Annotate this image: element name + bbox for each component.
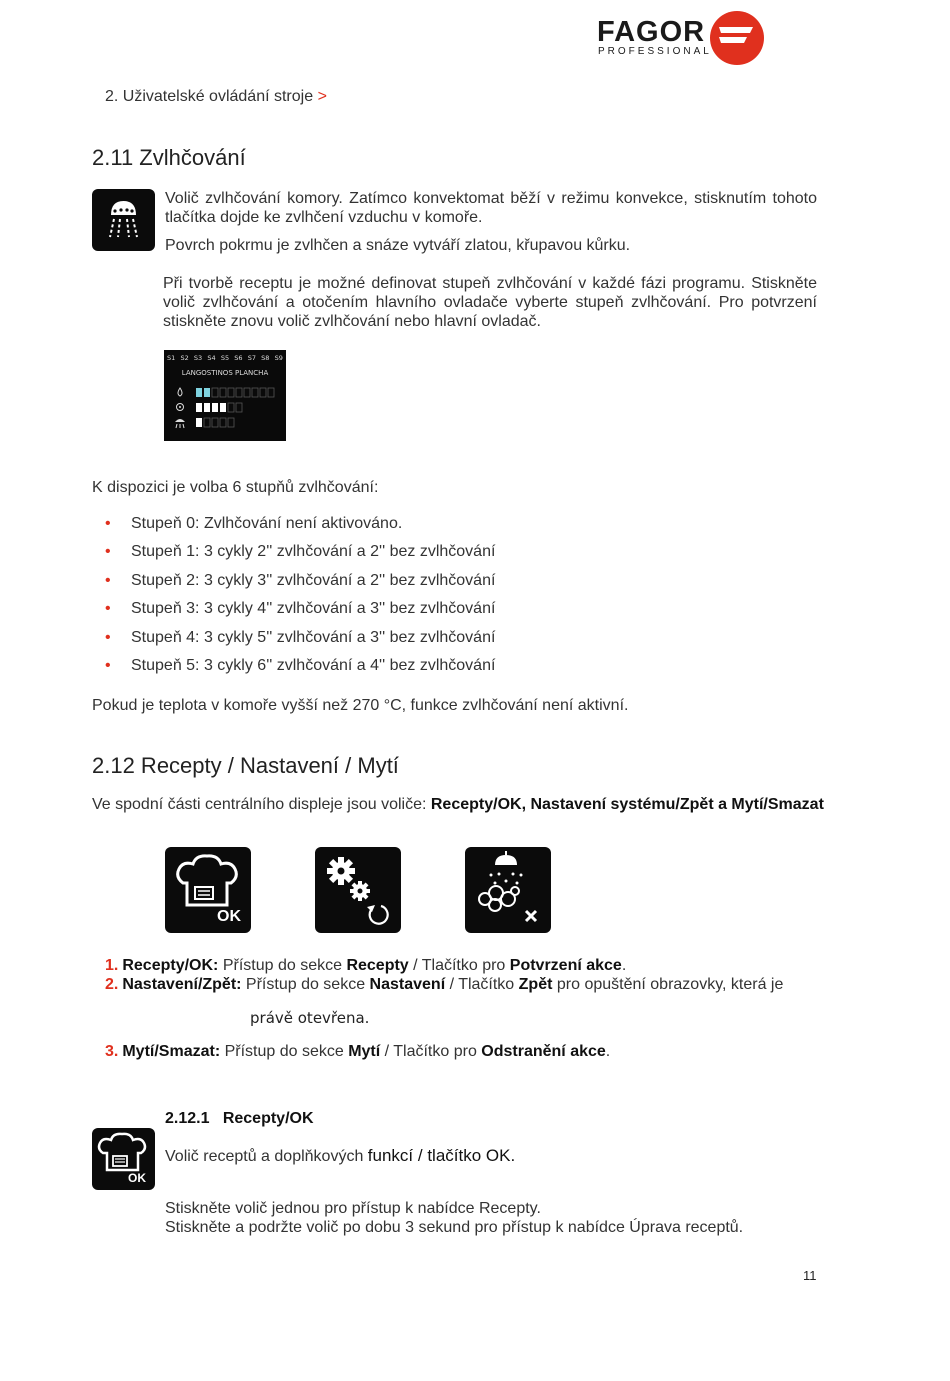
recipes-ok-icon [92, 1128, 155, 1190]
fan-icon [177, 404, 184, 411]
humidification-button [92, 189, 155, 251]
level-square [212, 418, 218, 427]
level-square [204, 388, 210, 397]
stage-label: S1 [167, 354, 176, 362]
level-square [212, 403, 218, 412]
level-square [220, 418, 226, 427]
settings-back-button [315, 847, 401, 933]
list-item: • Stupeň 2: 3 cykly 3'' zvlhčování a 2'' bez zvlhčování [105, 571, 496, 589]
level-square [252, 388, 258, 397]
list-item: • Stupeň 5: 3 cykly 6'' zvlhčování a 4'' bez zvlhčování [105, 656, 496, 674]
humidification-para-2: Povrch pokrmu je zvlhčen a snáze vytváří zlatou, křupavou kůrku. [165, 237, 631, 254]
stage-label: S3 [193, 354, 203, 362]
section-heading-2-12: 2.12 Recepty / Nastavení / Mytí [92, 753, 399, 778]
list-item-continuation: právě otevřena. [250, 1009, 370, 1027]
stage-label: S4 [207, 354, 216, 362]
fagor-circle-icon [709, 10, 765, 66]
list-item: • Stupeň 4: 3 cykly 5'' zvlhčování a 3'' bez zvlhčování [105, 628, 496, 646]
page-number: 11 [803, 1268, 817, 1283]
level-square [244, 388, 250, 397]
levels-list [105, 513, 705, 683]
recipes-ok-icon [165, 847, 251, 933]
breadcrumb-text: 2. Uživatelské ovládání stroje [105, 88, 314, 105]
level-square [212, 388, 218, 397]
display-level-bars [164, 350, 286, 441]
level-square [236, 403, 242, 412]
level-square [220, 403, 226, 412]
level-square [228, 388, 234, 397]
list-item: • Stupeň 3: 3 cykly 4'' zvlhčování a 3'' bez zvlhčování [105, 600, 496, 618]
program-name: LANGOSTINOS PLANCHA [181, 369, 269, 377]
breadcrumb [105, 87, 327, 106]
logo-word: FAGOR [597, 16, 706, 48]
stage-label: S6 [234, 354, 243, 362]
recipes-line-1: Stiskněte volič jednou pro přístup k nabídce Recepty. [165, 1200, 541, 1217]
list-item: • Stupeň 0: Zvlhčování není aktivováno. [105, 515, 403, 532]
washing-delete-button [465, 847, 551, 933]
level-square [204, 403, 210, 412]
level-square [268, 388, 274, 397]
stage-label: S7 [247, 354, 256, 362]
level-square [196, 403, 202, 412]
ok-label: OK [128, 1171, 146, 1185]
washing-delete-icon [465, 847, 551, 933]
list-item: 3. Mytí/Smazat: Přístup do sekce Mytí / Tlačítko pro Odstranění akce. [105, 1043, 611, 1060]
humidification-para-1: Volič zvlhčování komory. Zatímco konvektomat běží v režimu konvekce, stisknutím tohoto tlačítka dojde ke zvlhčení vzduchu v komoře. [165, 190, 817, 226]
levels-intro: K dispozici je volba 6 stupňů zvlhčování: [92, 479, 379, 496]
list-item: 1. Recepty/OK: Přístup do sekce Recepty / Tlačítko pro Potvrzení akce. [105, 957, 627, 974]
level-square [228, 403, 234, 412]
list-item: 2. Nastavení/Zpět: Přístup do sekce Nastavení / Tlačítko Zpět pro opuštění obrazovky, která je [105, 976, 784, 993]
level-square [236, 388, 242, 397]
fagor-logo [597, 10, 777, 66]
temperature-note: Pokud je teplota v komoře vyšší než 270 °C, funkce zvlhčování není aktivní. [92, 697, 629, 714]
shower-icon [92, 189, 155, 251]
level-square [204, 418, 210, 427]
settings-back-icon [315, 847, 401, 933]
ok-label: OK [217, 908, 241, 925]
recipes-description: Volič receptů a doplňkových funkcí / tlačítko OK. [165, 1146, 516, 1165]
selectors-intro: Ve spodní části centrálního displeje jsou voliče: Recepty/OK, Nastavení systému/Zpět a Mytí/Smazat [92, 796, 824, 813]
logo-subtitle: PROFESSIONAL [598, 46, 712, 57]
humidification-para-3: Při tvorbě receptu je možné definovat stupeň zvlhčování v každé fázi programu. Stiskněte volič zvlhčování a otočením hlavního ovladače vyberte stupeň zvlhčování. Pro potvrzení stiskněte znovu volič zvlhčování nebo hlavní ovladač. [163, 275, 817, 330]
stage-label: S5 [220, 354, 230, 362]
level-square [196, 418, 202, 427]
breadcrumb-arrow: > [317, 88, 327, 105]
section-heading-2-11: 2.11 Zvlhčování [92, 145, 246, 170]
recipes-ok-small-button [92, 1128, 155, 1190]
recipes-line-2: Stiskněte a podržte volič po dobu 3 sekund pro přístup k nabídce Úprava receptů. [165, 1219, 744, 1236]
stage-label: S9 [274, 354, 283, 362]
subsection-heading-2-12-1: 2.12.1 Recepty/OK [165, 1110, 314, 1127]
level-square [196, 388, 202, 397]
stage-label: S2 [180, 354, 189, 362]
drop-icon [178, 388, 182, 396]
recipes-ok-button [165, 847, 251, 933]
level-square [220, 388, 226, 397]
stage-label: S8 [261, 354, 270, 362]
level-square [260, 388, 266, 397]
level-square [228, 418, 234, 427]
display-screenshot [164, 350, 286, 441]
list-item: • Stupeň 1: 3 cykly 2'' zvlhčování a 2'' bez zvlhčování [105, 543, 496, 561]
shower-small-icon [175, 419, 185, 428]
